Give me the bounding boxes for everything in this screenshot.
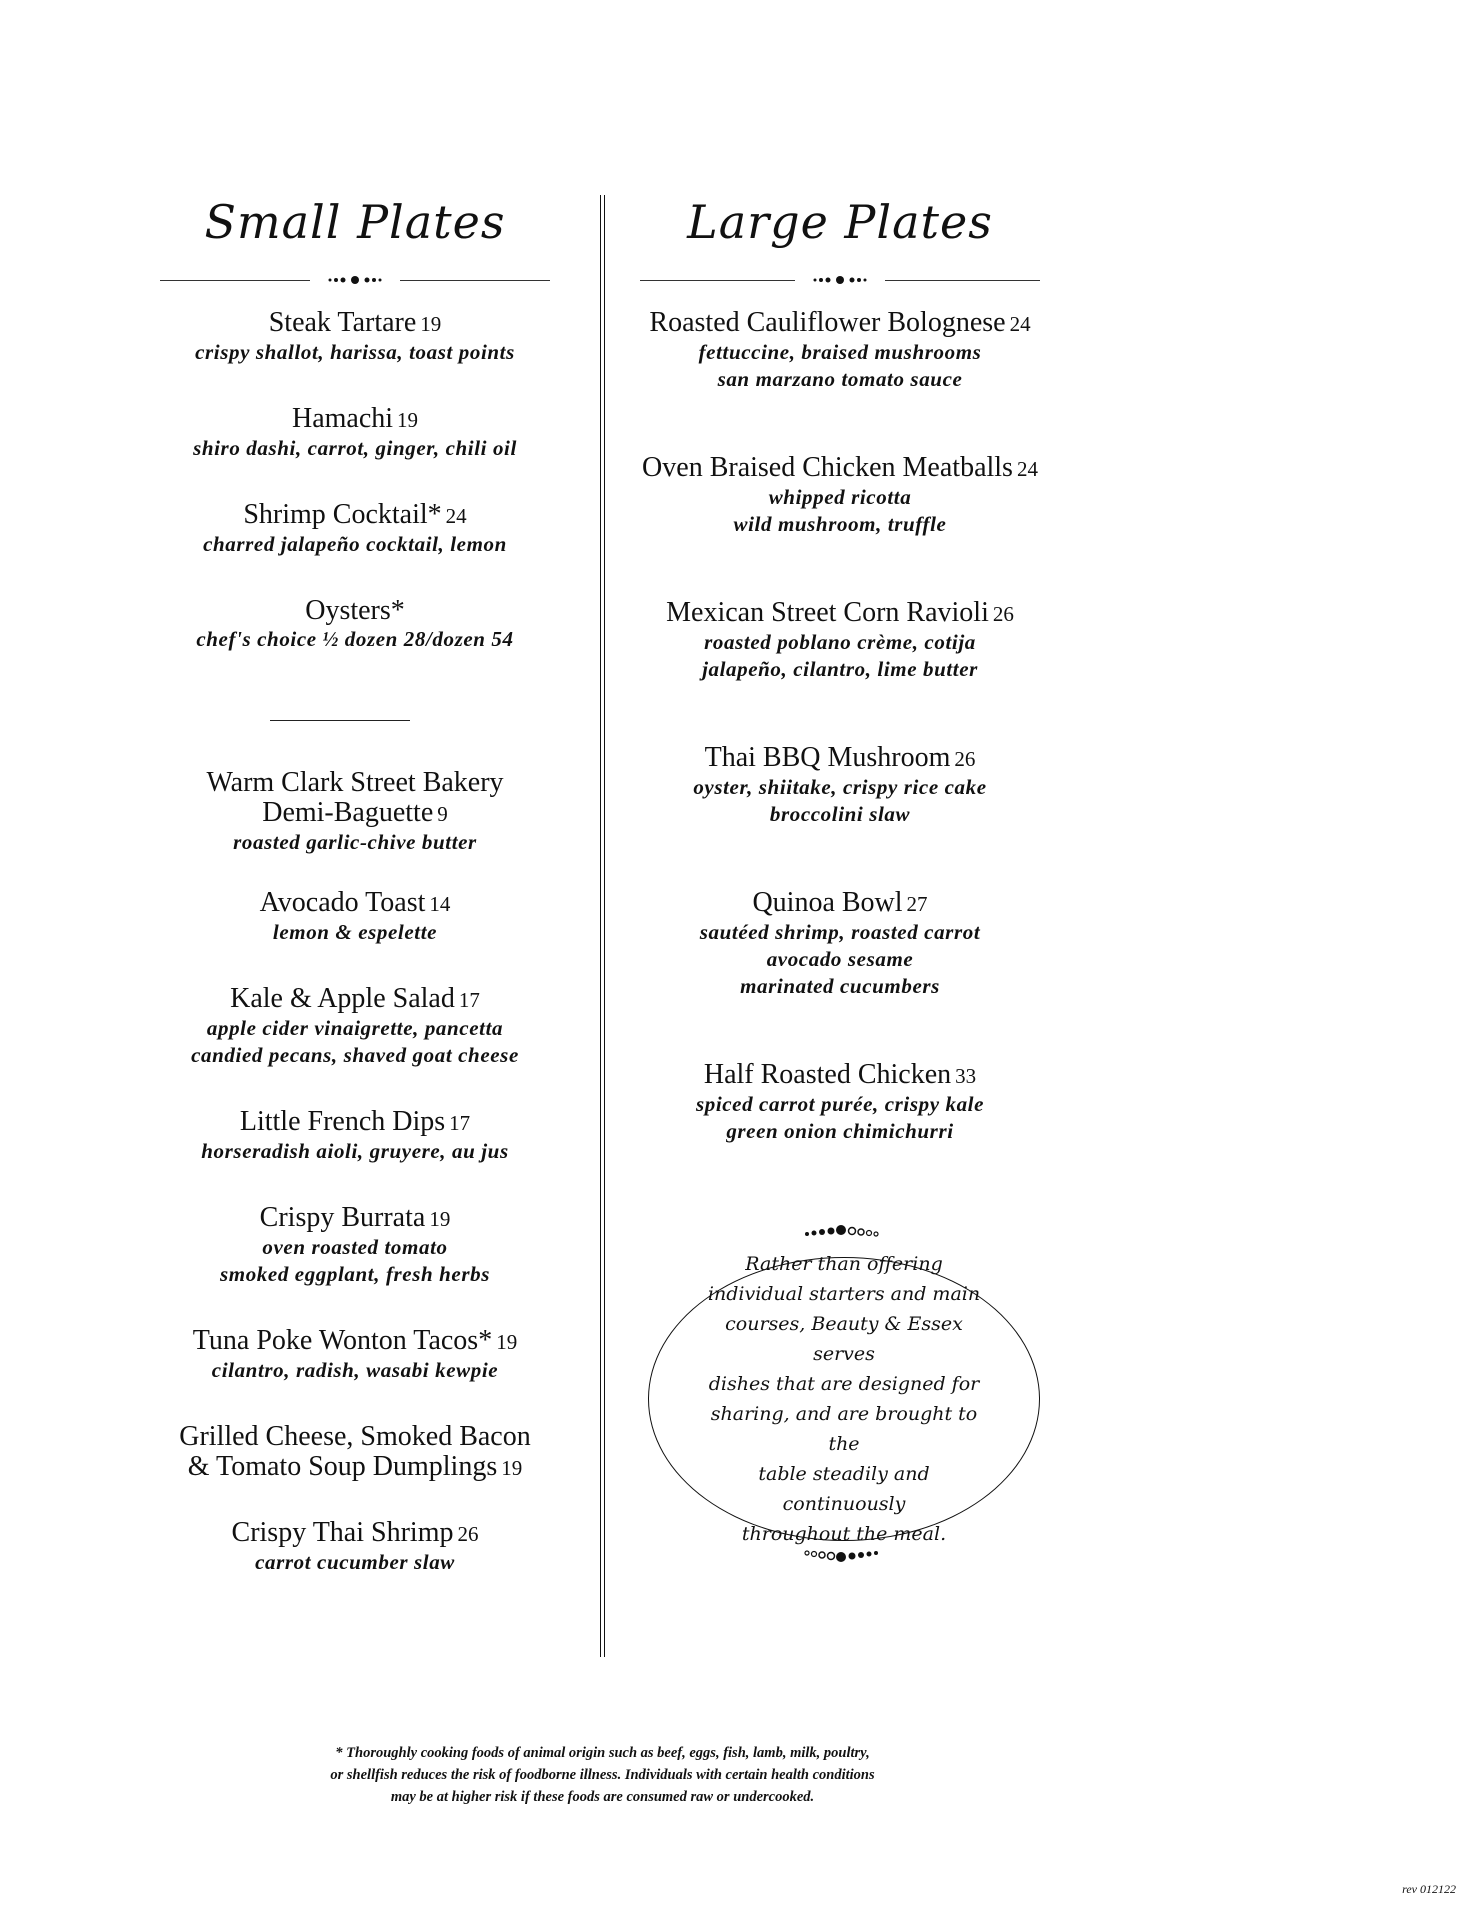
item-name: Little French Dips 17 xyxy=(239,1106,471,1137)
menu-item xyxy=(160,1518,550,1576)
column-divider xyxy=(600,195,605,1657)
item-description: broccolini slaw xyxy=(769,802,911,826)
item-description: crispy shallot, harissa, toast points xyxy=(195,340,515,364)
item-price: 19 xyxy=(429,1207,451,1231)
item-name: Roasted Cauliflower Bolognese 24 xyxy=(649,307,1031,338)
item-name: Steak Tartare 19 xyxy=(268,307,442,338)
item-description: candied pecans, shaved goat cheese xyxy=(191,1043,519,1067)
item-description: oyster, shiitake, crispy rice cake xyxy=(693,775,987,799)
item-description: roasted garlic-chive butter xyxy=(233,830,477,854)
menu-item xyxy=(640,743,1040,828)
item-price: 17 xyxy=(458,988,480,1012)
revision-code: rev 012122 xyxy=(1402,1882,1456,1896)
item-description: charred jalapeño cocktail, lemon xyxy=(203,532,507,556)
menu-item xyxy=(160,1326,550,1384)
item-description: apple cider vinaigrette, pancetta xyxy=(206,1016,504,1040)
sharing-note-text: Rather than offering individual starters and main courses, Beauty & Essex serves dishes that are designed for sharing, and are brought to the table steadily and continuously throughout the meal. xyxy=(707,1253,981,1545)
item-description: chef's choice ½ dozen 28/dozen 54 xyxy=(196,627,514,651)
item-description: whipped ricotta xyxy=(768,485,912,509)
item-description: lemon & espelette xyxy=(272,920,438,944)
item-price: 26 xyxy=(992,602,1014,626)
item-price: 27 xyxy=(906,892,928,916)
item-description: jalapeño, cilantro, lime butter xyxy=(702,657,978,681)
item-name: Hamachi 19 xyxy=(291,403,419,434)
item-price: 19 xyxy=(420,312,442,336)
item-name: Half Roasted Chicken 33 xyxy=(703,1059,977,1090)
section-divider xyxy=(270,720,410,721)
menu-item xyxy=(160,500,550,558)
flourish-ornament-icon xyxy=(310,268,400,292)
item-price: 24 xyxy=(1016,457,1038,481)
item-price: 26 xyxy=(457,1522,479,1546)
item-price: 19 xyxy=(496,1330,518,1354)
item-price: 26 xyxy=(954,747,976,771)
oval-bottom-ornament-icon xyxy=(799,1545,889,1565)
item-name: Shrimp Cocktail* 24 xyxy=(243,499,467,530)
menu-item xyxy=(160,404,550,462)
menu-item xyxy=(160,768,550,856)
item-description: fettuccine, braised mushrooms xyxy=(698,340,982,364)
item-description: marinated cucumbers xyxy=(740,974,940,998)
item-description: san marzano tomato sauce xyxy=(717,367,963,391)
menu-item xyxy=(160,888,550,946)
sharing-note-oval xyxy=(648,1253,1040,1545)
item-name: Oysters* xyxy=(305,595,405,626)
item-price: 19 xyxy=(501,1456,523,1480)
item-description: green onion chimichurri xyxy=(726,1119,954,1143)
item-name: Tuna Poke Wonton Tacos* 19 xyxy=(192,1325,518,1356)
item-name: Kale & Apple Salad 17 xyxy=(230,983,480,1014)
item-description: spiced carrot purée, crispy kale xyxy=(695,1092,985,1116)
food-safety-footnote: * Thoroughly cooking foods of animal origin such as beef, eggs, fish, lamb, milk, poultry, or shellfish reduces the risk of foodborne illness. Individuals with certain health conditions may be at higher risk if these foods are consumed raw or undercooked. xyxy=(330,1745,875,1805)
menu-item xyxy=(640,308,1040,393)
item-price: 19 xyxy=(397,408,419,432)
item-description: wild mushroom, truffle xyxy=(733,512,947,536)
item-description: smoked eggplant, fresh herbs xyxy=(220,1262,490,1286)
menu-item xyxy=(640,1060,1040,1145)
menu-item xyxy=(160,1203,550,1288)
menu-item xyxy=(160,596,550,653)
item-name: Crispy Burrata 19 xyxy=(259,1202,451,1233)
item-name: Mexican Street Corn Ravioli 26 xyxy=(666,597,1014,628)
item-description: horseradish aioli, gruyere, au jus xyxy=(201,1139,509,1163)
item-name: Quinoa Bowl 27 xyxy=(752,887,928,918)
menu-item xyxy=(640,453,1040,538)
item-description: cilantro, radish, wasabi kewpie xyxy=(211,1358,499,1382)
item-price: 33 xyxy=(955,1064,977,1088)
item-description: roasted poblano crème, cotija xyxy=(704,630,976,654)
item-description: avocado sesame xyxy=(766,947,914,971)
small-plates-heading: Small Plates xyxy=(204,195,506,249)
item-name: Avocado Toast 14 xyxy=(259,887,451,918)
oval-top-ornament-icon xyxy=(799,1222,889,1242)
item-name: Oven Braised Chicken Meatballs 24 xyxy=(642,452,1038,483)
item-description: shiro dashi, carrot, ginger, chili oil xyxy=(193,436,517,460)
item-price: 9 xyxy=(437,802,448,826)
item-name: Thai BBQ Mushroom 26 xyxy=(704,742,976,773)
item-name-line2: & Tomato Soup Dumplings 19 xyxy=(187,1451,523,1482)
item-price: 17 xyxy=(449,1111,471,1135)
menu-item xyxy=(160,984,550,1069)
item-price: 24 xyxy=(1009,312,1031,336)
item-name: Crispy Thai Shrimp 26 xyxy=(231,1517,479,1548)
item-price: 24 xyxy=(445,504,467,528)
menu-item xyxy=(160,1422,550,1483)
item-description: carrot cucumber slaw xyxy=(255,1550,455,1574)
menu-item xyxy=(160,308,550,366)
menu-item xyxy=(640,888,1040,1000)
menu-item xyxy=(640,598,1040,683)
menu-item xyxy=(160,1107,550,1165)
flourish-ornament-icon xyxy=(795,268,885,292)
item-name-line2: Demi-Baguette 9 xyxy=(262,797,448,828)
item-description: sautéed shrimp, roasted carrot xyxy=(699,920,981,944)
item-name: Grilled Cheese, Smoked Bacon xyxy=(179,1421,531,1452)
item-price: 14 xyxy=(429,892,451,916)
item-description: oven roasted tomato xyxy=(262,1235,448,1259)
large-plates-heading: Large Plates xyxy=(687,195,993,249)
item-name: Warm Clark Street Bakery xyxy=(206,767,504,798)
